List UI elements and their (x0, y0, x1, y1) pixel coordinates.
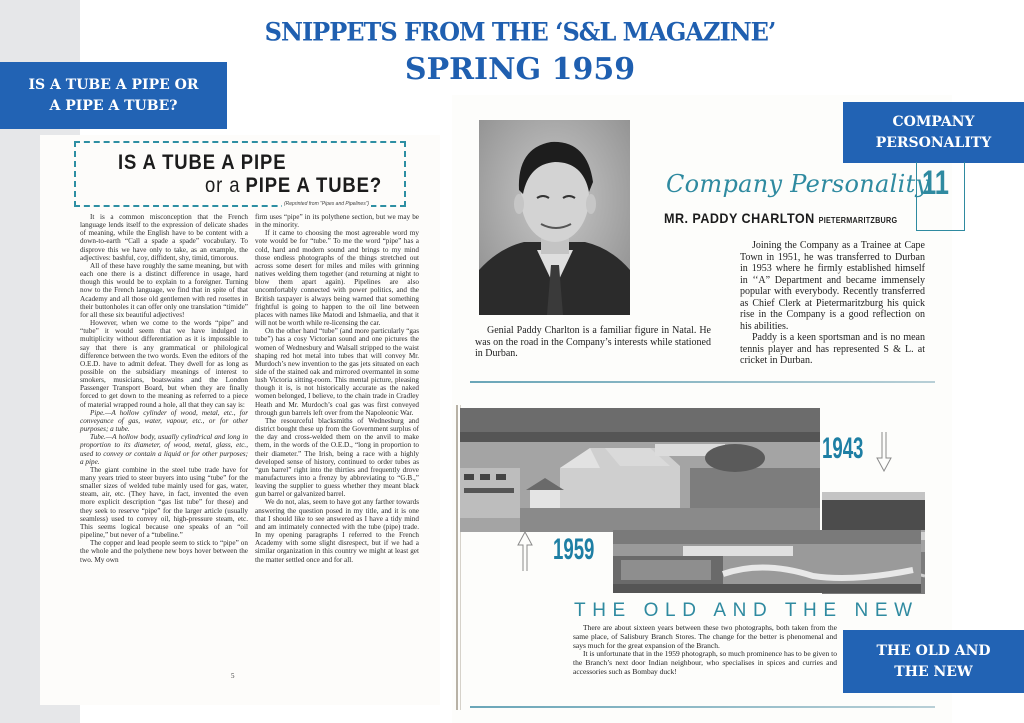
reprint-note: (Reprinted from “Pipes and Pipelines”) (284, 201, 370, 207)
photo-1959-image (460, 408, 820, 532)
personality-bio (740, 240, 925, 367)
article-paragraph: If it came to choosing the most agreeable word my vote would be for “tube.” To me the word “pipe” has a cold, hard and modern sound and brings to my mind those endless photographs of the things stretched out across some desert for miles and miles with grinning natives welding them together (and returning at night to blow them apart again). Pipelines are also uncomfortably connected with power politics, and the British taxpayer is always being warned that something frightful is going to happen to the oil line between places with names like Matodi and Ishmaelia, and that it will not be worth while re-licensing the car. (255, 229, 419, 328)
portrait-image (479, 120, 630, 315)
article-paragraph: However, when we come to the words “pipe” and “tube” it would seem that we have indulged in multiplicity without differentiation as it is impossible to say that there is any grammatical or philological difference between the two words. Even the editors of the O.E.D. have to admit defeat. They dwell for as long as possible on the subsidiary meanings of interest to smokers, musicians, boatswains and the London Passenger Transport Board, but when they are finally forced to get down to the meaning as referred to a piece of material wrapped round a hole, all that they can say is: (80, 319, 248, 409)
portrait-caption (475, 325, 711, 360)
old-new-text (573, 624, 837, 677)
page-fold-edge (456, 405, 458, 710)
article-paragraph: It is a common misconception that the French language lends itself to the expression of delicate shades of meaning, while the English have to be content with a down-to-earth “Call a spade a spade” vocabulary. To disprove this we have only to take, as an example, the adjectives: bashful, coy, diffident, shy, timid, timorous. (80, 213, 248, 262)
article-paragraph: The resourceful blacksmiths of Wednesburg and district bought these up from the Government surplus of the day and cross-welded them on the anvil to make them, in the words of the O.E.D., “long in proportion to their diameter.” The Irish, being a race with a highly developed sense of history, continued to order tubes as “gun barrel” right into the thirties and frequently drove manufacturers into a frenzy by abbreviating to “G.B.,” leaving the supplier to guess whether they meant black gun barrel or galvanized barrel. (255, 416, 419, 499)
tag-line: THE NEW (894, 663, 973, 680)
old-new-paragraph: There are about sixteen years between these two photographs, both taken from the same place, of Salisbury Branch Stores. The change for the better is phenomenal and says much for the great expansion of the Branch. (573, 623, 837, 650)
title-pipe-a-tube: PIPE A TUBE? (245, 174, 383, 197)
page-number: 5 (231, 672, 235, 680)
issue-number: 11 (922, 164, 949, 202)
article-column-1 (80, 213, 248, 564)
article-paragraph: All of these have roughly the same meaning, but with each one there is a distinct difference in usage, hard though this would be to explain to a foreigner. Turning now to the French language, we find that in spite of that Academy and all those old gentlemen with red rosettes in their buttonholes it can offer only one translation “timide” for all these six beautiful adjectives! (80, 261, 248, 319)
page-header (120, 18, 920, 88)
person-town: PIETERMARITZBURG (818, 216, 898, 225)
article-paragraph: We do not, alas, seem to have got any farther towards answering the question posed in my title, and it is one that I should like to see answered as I have a tidy mind and am intimately connected with the tube (pipe) trade. In my opening paragraphs I referred to the French Academy with some slight disrespect, but if we had a similar organization in this country we might at least get the matter settled once and for all. (255, 498, 419, 564)
tag-line: IS A TUBE A PIPE OR (28, 76, 199, 93)
personality-name (664, 210, 897, 226)
header-title: SNIPPETS FROM THE ‘S&L MAGAZINE’ (264, 16, 776, 47)
photo-1943-image (613, 530, 921, 593)
bio-paragraph: Joining the Company as a Trainee at Cape Town in 1951, he was transferred to Durban in 1953 where he firmly established himself in ‘‘A” Department and became immensely popular with everybody. Recently transferred as Chief Clerk at Pietermaritzburg his quick rise in the Company is a good reflection on his abilities. (740, 240, 925, 332)
article-paragraph: firm uses “pipe” in its polythene section, but we may be in the minority. (255, 213, 419, 230)
bio-paragraph: Paddy is a keen sportsman and is no mean tennis player and has represented S & L. at cricket in Durban. (740, 332, 925, 366)
photo-1959-stores (460, 408, 820, 532)
year-label-1943: 1943 (822, 432, 864, 465)
article-title-line2 (205, 174, 382, 198)
bottom-margin-band (0, 705, 80, 723)
portrait-photo (479, 120, 630, 315)
article-column-2 (255, 213, 419, 564)
section-tag-tube (0, 62, 227, 129)
caption-text: Genial Paddy Charlton is a familiar figure in Natal. He was on the road in the Company’s interests while stationed in Durban. (475, 325, 711, 359)
article-paragraph: The giant combine in the steel tube trade have for many years tried to steer buyers into using “tube” for the smaller sizes of welded tube mainly used for gas, water, steam, air, etc. (They have, in fact, invented the even more explicit description “gas list tube” for these) and they seek to reserve “pipe” for the larger article (usually seamless) used to convey oil, high-pressure steam, etc. This seems logical because one speaks of an “oil pipeline,” but never of a “tubeline.” (80, 465, 248, 540)
article-paragraph: Pipe.—A hollow cylinder of wood, metal, etc., for conveyance of gas, water, vapour, etc., or for other purposes; a tube. (80, 408, 248, 434)
section-divider (470, 381, 935, 383)
article-paragraph: Tube.—A hollow body, usually cylindrical and long in proportion to its diameter, of wood, metal, glass, etc., used to convey or contain a liquid or for other purposes; a pipe. (80, 433, 248, 466)
arrow-up-icon (517, 531, 533, 571)
section-divider (470, 706, 935, 708)
article-title-line1: IS A TUBE A PIPE (118, 151, 287, 174)
tag-line: A PIPE A TUBE? (49, 97, 178, 114)
section-tag-old-new (843, 630, 1024, 693)
article-paragraph: On the other hand “tube” (and more particularly “gas tube”) has a cosy Victorian sound and one pictures the women of Wednesbury and Walsall stripped to the waist shaping red hot metal into tubes that will convey Mr. Murdoch’s new invention to the gas jets situated on each side of the stained oak and mirrored overmantel in some lush Victoria sitting-room. This mental picture, pleasing though it is, is not historically accurate as the naked women belonged, I believe, to the chain trade in Cradley Heath and Mr. Murdoch’s coal gas was first conveyed through gun barrels left over from the Napoleonic War. (255, 327, 419, 417)
section-tag-personality (843, 102, 1024, 163)
photo-1943-stores (613, 530, 921, 593)
arrow-down-icon (876, 432, 892, 472)
tag-line: COMPANY (892, 113, 975, 130)
personality-heading: Company Personality (666, 170, 930, 198)
tag-line: THE OLD AND (876, 642, 991, 659)
year-label-1959: 1959 (553, 533, 595, 566)
title-or: or a (205, 174, 241, 197)
header-subtitle: SPRING 1959 (404, 52, 636, 87)
article-paragraph: The copper and lead people seem to stick to “pipe” on the whole and the polythene new boys hover between the two. My own (80, 539, 248, 564)
old-new-paragraph: It is unfortunate that in the 1959 photograph, so much prominence has to be given to the Branch’s next door Indian neighbour, who specialises in spices and curries and accessories such as Bombay duck! (573, 649, 837, 676)
old-new-heading: THE OLD AND THE NEW (574, 600, 919, 621)
person-name: MR. PADDY CHARLTON (664, 210, 815, 226)
tag-line: PERSONALITY (875, 134, 992, 151)
